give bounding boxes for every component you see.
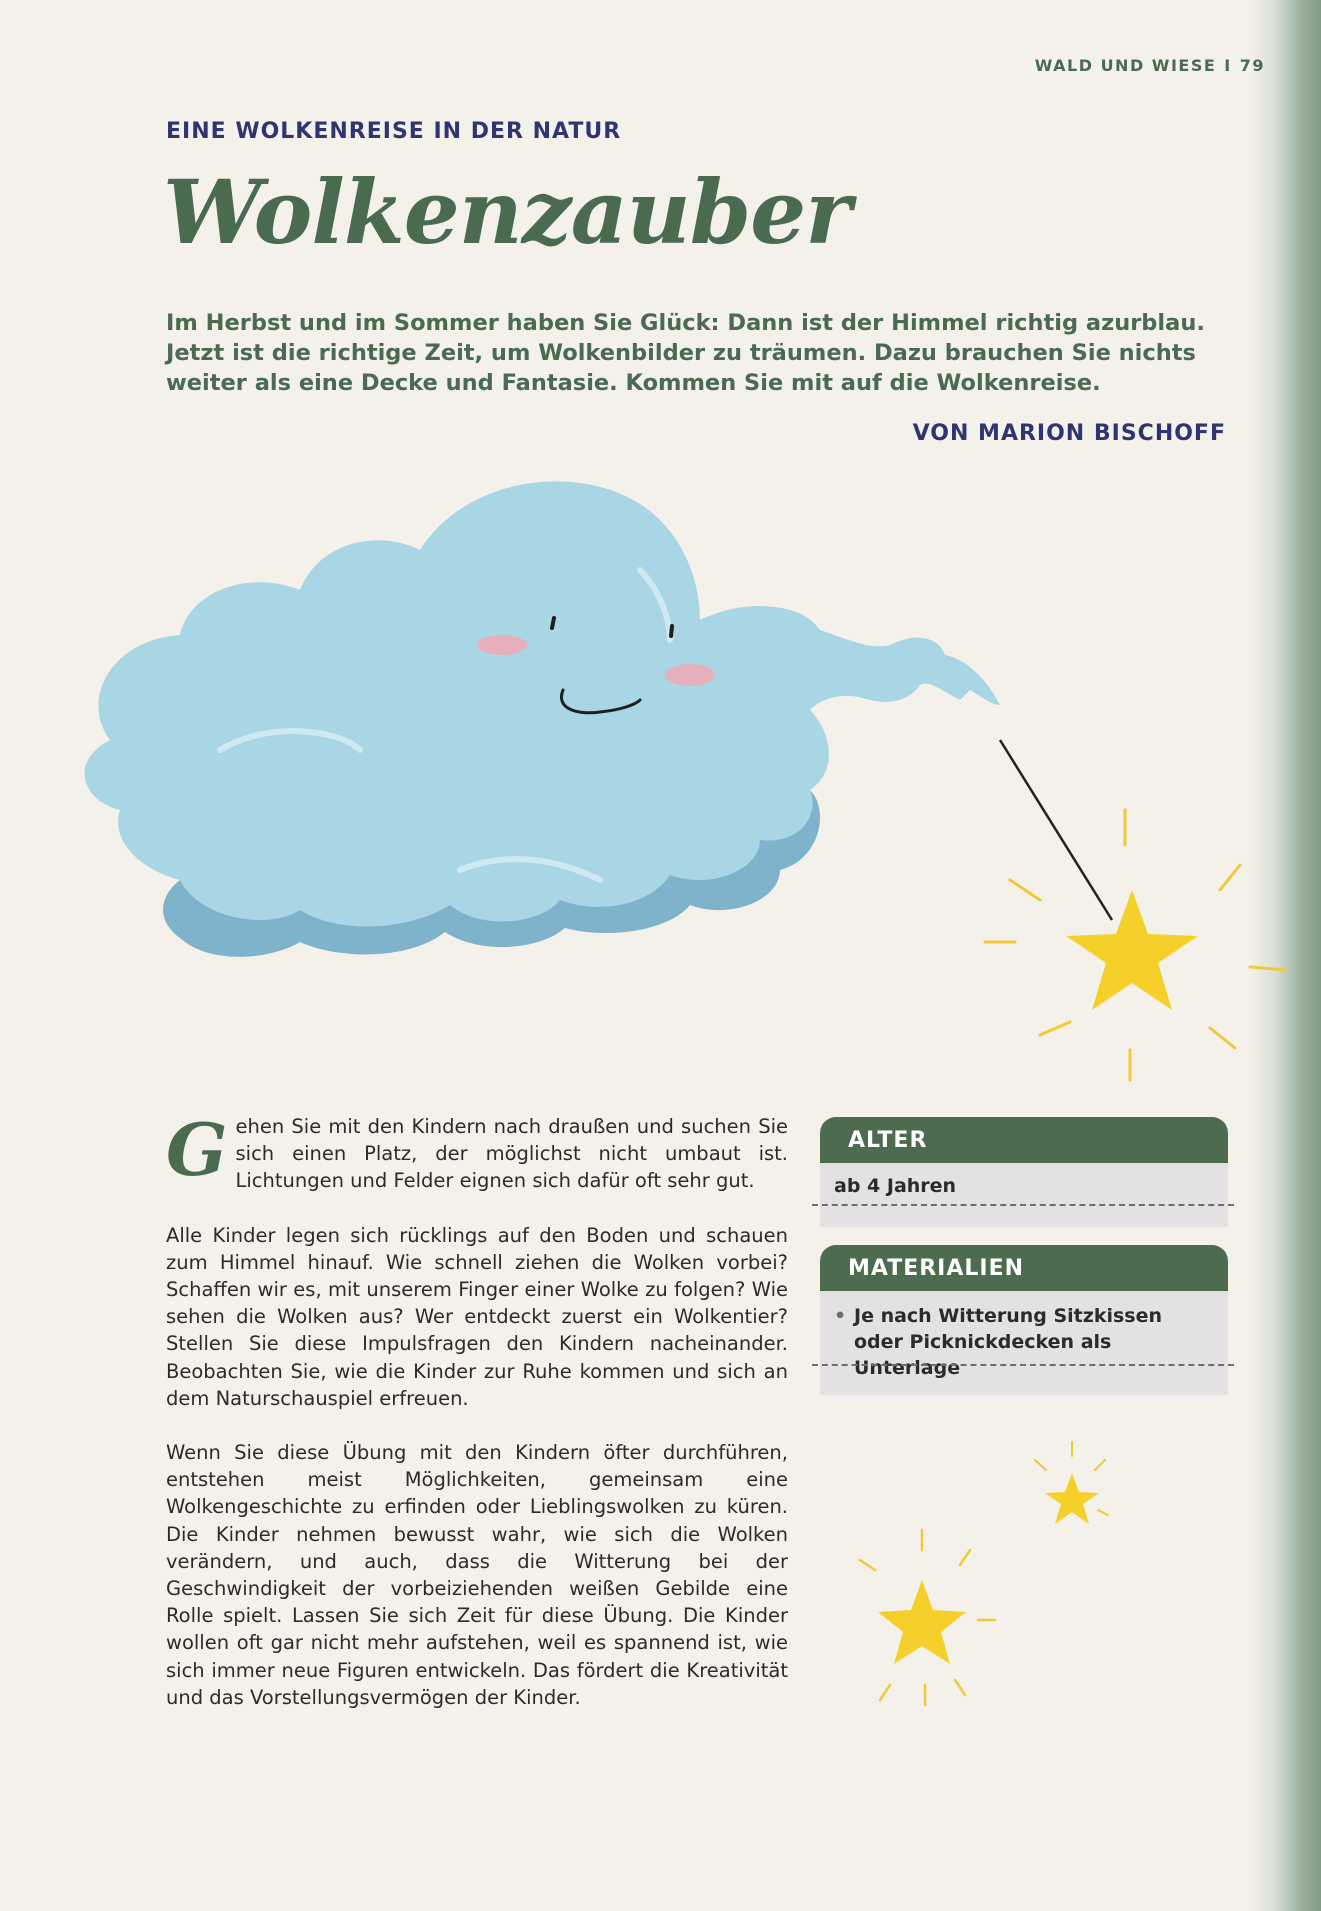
cloud-star-illustration (40, 450, 1300, 1100)
separator: I (1224, 56, 1232, 75)
age-box-body (820, 1163, 1228, 1227)
dashed-divider (812, 1364, 1234, 1366)
article-title: Wolkenzauber (163, 160, 851, 264)
star-icon (985, 810, 1285, 1080)
age-box (820, 1117, 1228, 1227)
dashed-divider (812, 1204, 1234, 1206)
body-paragraph (166, 1107, 788, 1195)
section-title: WALD UND WIESE (1034, 56, 1217, 75)
materials-box-heading: MATERIALIEN (820, 1245, 1228, 1291)
star-icon (1035, 1442, 1108, 1524)
lead-line: Jetzt ist die richtige Zeit, um Wolkenbilder zu träumen. Dazu brauchen Sie nichts (166, 340, 1196, 366)
page-number: 79 (1239, 56, 1265, 75)
author-byline: VON MARION BISCHOFF (912, 421, 1226, 446)
paragraph-text: ehen Sie mit den Kindern nach draußen und suchen Sie sich einen Platz, der möglichst nicht umbaut ist. Lichtungen und Felder eignen sich dafür oft sehr gut. (235, 1115, 788, 1193)
materials-list (834, 1303, 1214, 1381)
lead-line: Im Herbst und im Sommer haben Sie Glück: Dann ist der Himmel richtig azurblau. (166, 310, 1205, 336)
age-box-heading: ALTER (820, 1117, 1228, 1163)
star-string (1000, 740, 1112, 920)
body-paragraph: Alle Kinder legen sich rücklings auf den Boden und schauen zum Himmel hinauf. Wie schnell ziehen die Wolken vorbei? Schaffen wir es, mit unserem Finger einer Wolke zu folgen? Wie sehen die Wolken aus? Wer entdeckt zuerst ein Wolkentier? Stellen Sie diese Impulsfragen den Kindern nacheinander. Beobachten Sie, wie die Kinder zur Ruhe kommen und sich an dem Naturschauspiel erfreuen. (166, 1223, 788, 1410)
materials-box (820, 1245, 1228, 1395)
small-stars-decoration (850, 1430, 1130, 1720)
article-body (166, 1107, 788, 1738)
body-paragraph: Wenn Sie diese Übung mit den Kindern öfter durchführen, entstehen meist Möglichkeiten, gemeinsam eine Wolkengeschichte zu erfinden oder Lieblingswolken zu küren. Die Kinder nehmen bewusst wahr, wie sich die Wolken verändern, und auch, dass die Witterung bei der Geschwindigkeit der vorbeiziehenden weißen Gebilde eine Rolle spielt. Lassen Sie sich Zeit für diese Übung. Die Kinder wollen oft gar nicht mehr aufstehen, weil es spannend ist, wie sich immer neue Figuren entwickeln. Das fördert die Kreativität und das Vorstellungsvermögen der Kinder. (166, 1441, 788, 1709)
star-icon (860, 1530, 995, 1705)
drop-cap: G (166, 1107, 228, 1192)
running-head (1035, 56, 1265, 75)
cloud-icon (85, 481, 1000, 956)
materials-box-body (820, 1291, 1228, 1395)
article-kicker: EINE WOLKENREISE IN DER NATUR (166, 119, 622, 144)
list-item: • Je nach Witterung Sitzkissen oder Picknickdecken als Unterlage (854, 1303, 1214, 1381)
article-lead (166, 308, 1236, 398)
lead-line: weiter als eine Decke und Fantasie. Kommen Sie mit auf die Wolkenreise. (166, 370, 1101, 396)
age-value: ab 4 Jahren (834, 1175, 957, 1197)
